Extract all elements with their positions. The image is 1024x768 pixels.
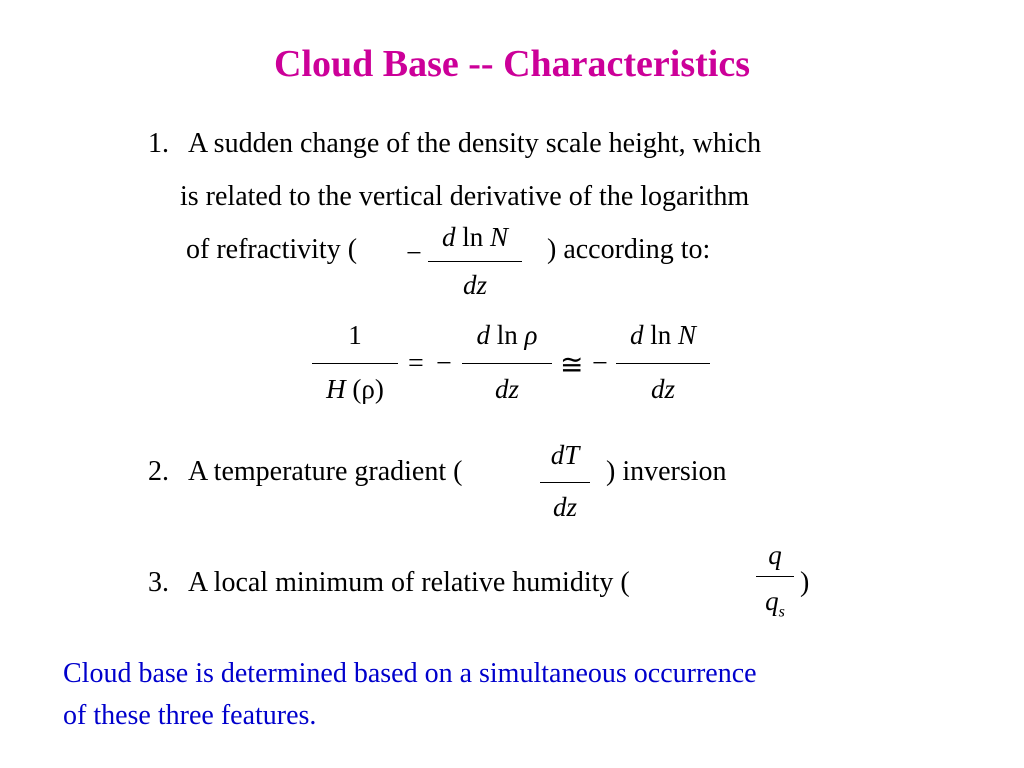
equation-n-num-N: N xyxy=(678,320,697,350)
item1-frac-num-ln: ln xyxy=(462,222,484,252)
item3-fraction xyxy=(756,540,794,630)
item1-line3-before: of refractivity ( xyxy=(186,234,358,265)
item2-fraction xyxy=(540,440,590,526)
equation-rho-fraction xyxy=(462,320,552,410)
equation-n-bar xyxy=(616,363,710,364)
equation-n-num-d: d xyxy=(629,320,644,350)
item2-text-before: A temperature gradient ( xyxy=(188,456,463,487)
item2-frac-num: dT xyxy=(550,440,580,470)
item3-number: 3. xyxy=(148,567,169,598)
equation-minus-2: − xyxy=(592,348,608,379)
item3-frac-den-sub: s xyxy=(778,603,785,621)
equation-rho-num-d: d xyxy=(476,320,490,350)
item3-text-after: ) xyxy=(800,567,810,598)
item1-minus-sign: − xyxy=(406,238,422,269)
equation-lhs-num: 1 xyxy=(348,320,362,350)
footer-line2: of these three features. xyxy=(63,700,317,731)
equation-n-num-ln: ln xyxy=(650,320,672,350)
footer-line1: Cloud base is determined based on a simultaneous occurrence xyxy=(63,658,757,689)
equation-lhs-den-H: H xyxy=(326,374,346,404)
item1-line1: A sudden change of the density scale height, which xyxy=(188,128,762,159)
equation-lhs-bar xyxy=(312,363,398,364)
equation-lhs-den-paren: (ρ) xyxy=(352,374,384,404)
item2-number: 2. xyxy=(148,456,169,487)
item3-frac-num: q xyxy=(768,540,782,570)
equation-minus-1: − xyxy=(436,348,452,379)
item1-frac-num-N: N xyxy=(490,222,509,252)
equation-rho-num-ln: ln xyxy=(496,320,518,350)
item1-inline-fraction xyxy=(428,222,522,302)
equation-rho-num-rho: ρ xyxy=(524,320,538,350)
item2-frac-den: dz xyxy=(552,492,577,522)
equation-n-fraction xyxy=(616,320,710,410)
equation-rho-bar xyxy=(462,363,552,364)
item3-frac-bar xyxy=(756,576,794,577)
item1-frac-num-d: d xyxy=(441,222,456,252)
item1-frac-den: dz xyxy=(462,270,487,300)
item2-frac-bar xyxy=(540,482,590,483)
equation-rho-den: dz xyxy=(494,374,519,404)
equation-equals: = xyxy=(408,348,424,379)
slide-title: Cloud Base -- Characteristics xyxy=(274,43,750,85)
item1-number: 1. xyxy=(148,128,169,159)
equation-approx: ≅ xyxy=(560,350,584,381)
equation-lhs-fraction xyxy=(312,320,398,410)
item3-frac-den: q xyxy=(765,586,779,616)
item2-text-after: ) inversion xyxy=(606,456,727,487)
item3-text-before: A local minimum of relative humidity ( xyxy=(188,567,630,598)
item1-frac-bar xyxy=(428,261,522,262)
equation-n-den: dz xyxy=(650,374,675,404)
item1-line2: is related to the vertical derivative of the logarithm xyxy=(180,181,750,212)
item1-line3-after: ) according to: xyxy=(547,234,711,265)
